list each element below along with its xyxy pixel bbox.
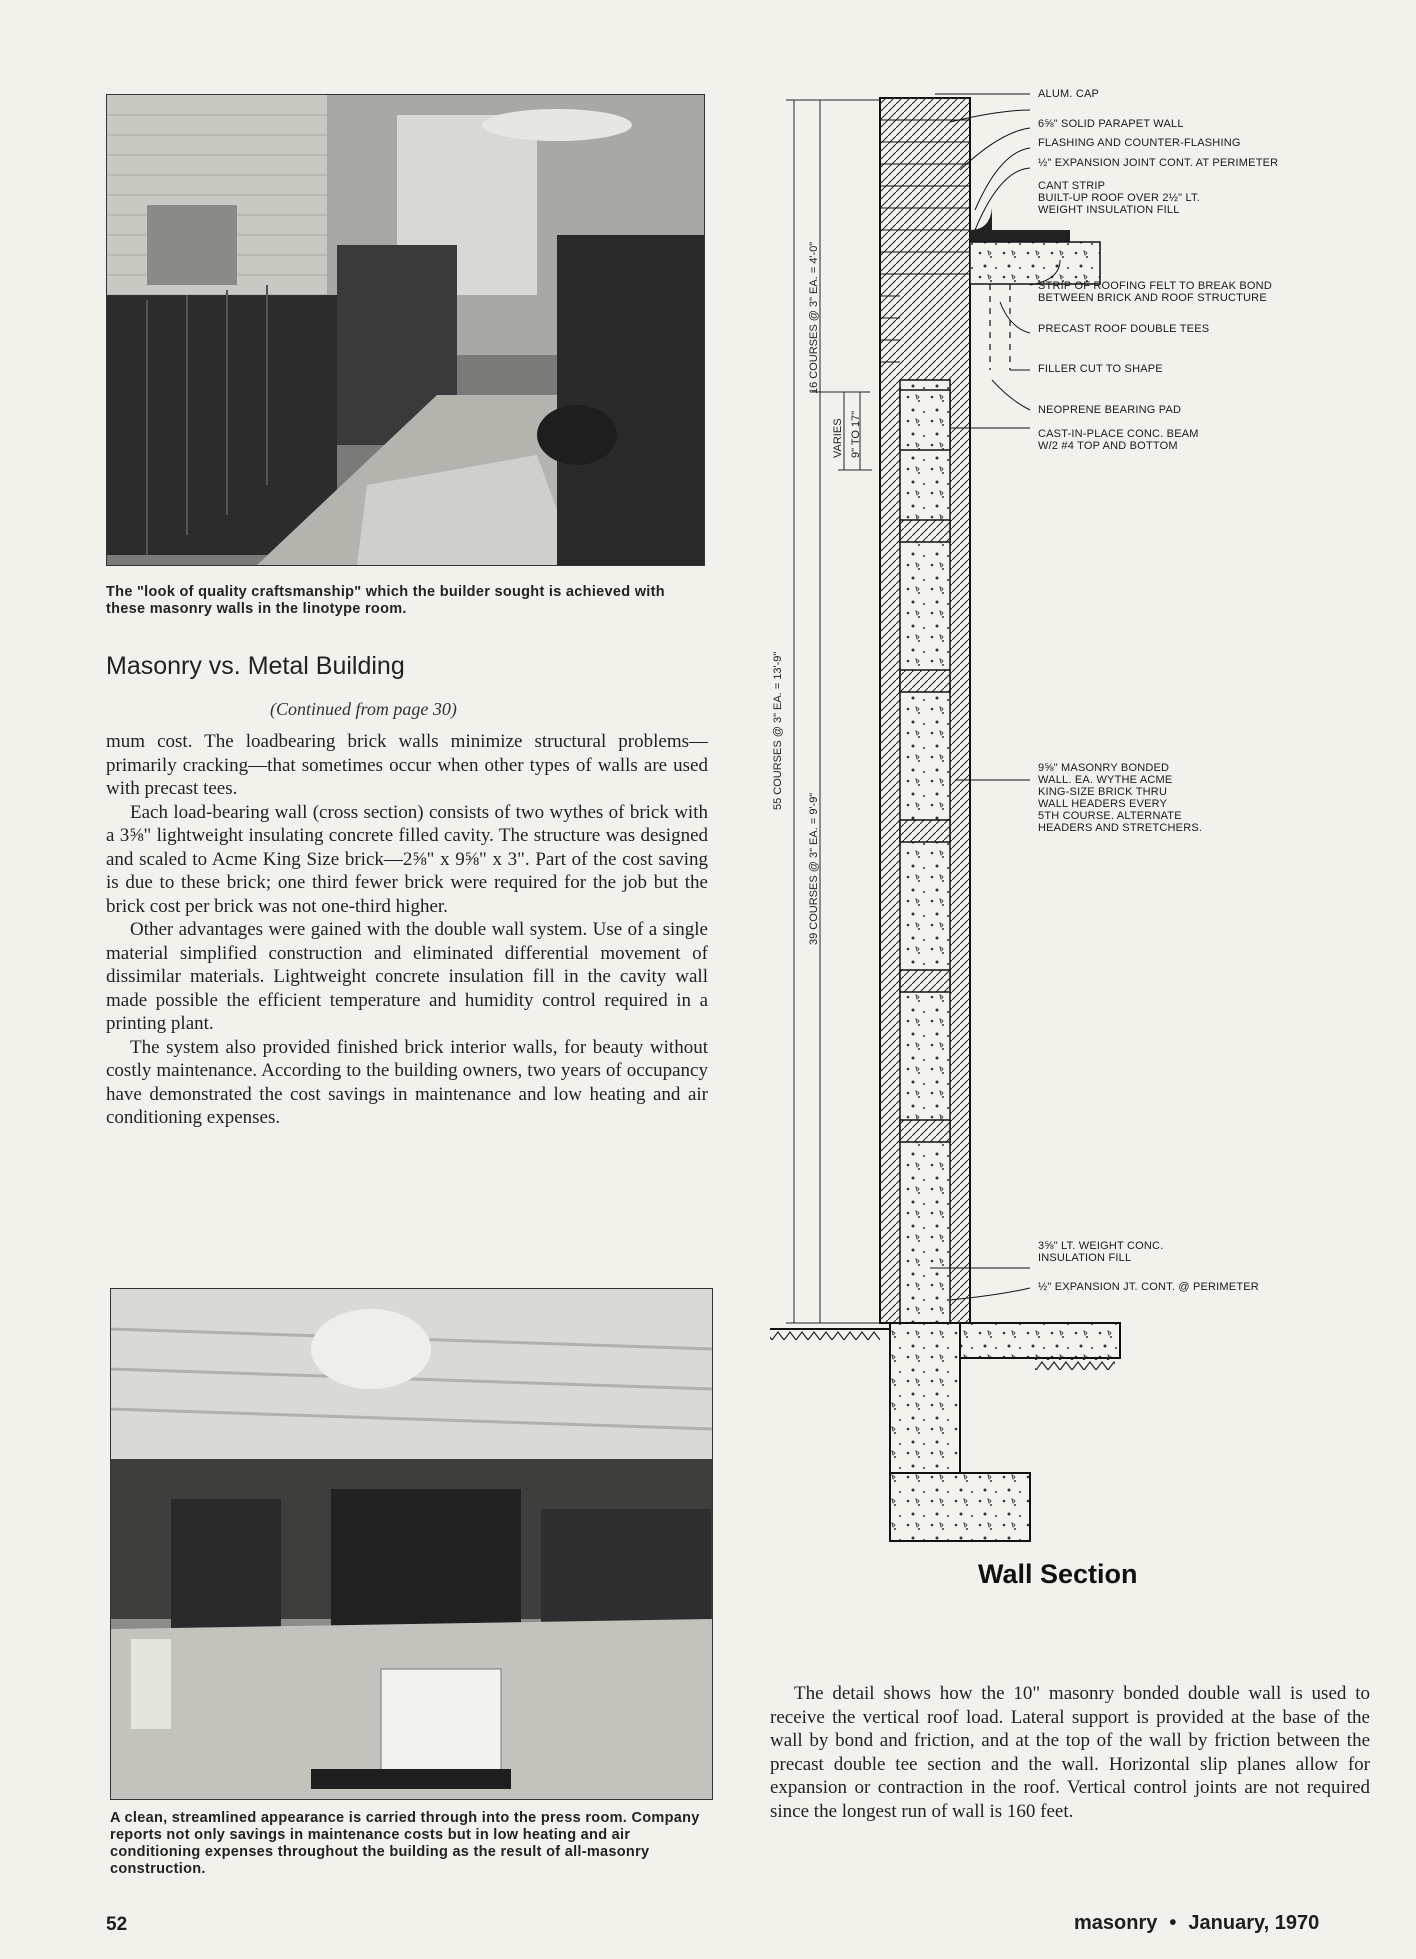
photo1-caption: The "look of quality craftsmanship" which the builder sought is achieved with these masonry walls in the linotype room.	[106, 584, 665, 617]
article-headline: Masonry vs. Metal Building	[106, 652, 405, 680]
dimension-varies: VARIES	[832, 418, 844, 458]
dimension-39-courses: 39 COURSES @ 3" EA. = 9'-9"	[808, 792, 820, 945]
label-insulation: 3⅝" LT. WEIGHT CONC. INSULATION FILL	[1038, 1240, 1164, 1264]
dimension-55-courses: 55 COURSES @ 3" EA. = 13'-9"	[772, 651, 784, 810]
magazine-name: masonry	[1074, 1912, 1158, 1934]
label-roofing-felt: STRIP OF ROOFING FELT TO BREAK BOND BETWEEN BRICK AND ROOF STRUCTURE	[1038, 280, 1272, 304]
article-paragraph: The system also provided finished brick interior walls, for beauty without costly maintenance. According to the building owners, two years of occupancy have demonstrated the cost savings in maintenance and low heating and air conditioning expenses.	[106, 1036, 708, 1128]
label-concrete-beam: CAST-IN-PLACE CONC. BEAM W/2 #4 TOP AND BOTTOM	[1038, 428, 1199, 452]
press-room-photo	[110, 1288, 713, 1800]
label-cant-strip: CANT STRIP BUILT-UP ROOF OVER 2½" LT. WEIGHT INSULATION FILL	[1038, 180, 1200, 216]
wall-section-paragraph: The detail shows how the 10" masonry bonded double wall is used to receive the vertical roof load. Lateral support is provided at the base of the wall by bond and friction, and at the top of the wall by friction between the precast double tee section and the wall. Horizontal slip planes allow for expansion or contraction in the roof. Vertical control joints are not required since the longest run of wall is 160 feet.	[770, 1683, 1370, 1822]
label-expansion-top: ½" EXPANSION JOINT CONT. AT PERIMETER	[1038, 157, 1279, 169]
dimension-range: 9" TO 17"	[850, 410, 862, 458]
dimension-16-courses: 16 COURSES @ 3" EA. = 4'-0"	[808, 241, 820, 394]
label-double-tees: PRECAST ROOF DOUBLE TEES	[1038, 323, 1210, 335]
bullet: •	[1169, 1912, 1177, 1934]
label-expansion-bottom: ½" EXPANSION JT. CONT. @ PERIMETER	[1038, 1281, 1259, 1293]
label-filler: FILLER CUT TO SHAPE	[1038, 363, 1163, 375]
article-paragraph: Each load-bearing wall (cross section) consists of two wythes of brick with a 3⅝" lightweight insulating concrete filled cavity. The structure was designed and scaled to Acme King Size brick—2⅝" x 9⅝" x 3". Part of the cost saving is due to these brick; one third fewer brick were required for the job but the brick cost per brick was not one-third higher.	[106, 801, 708, 917]
running-footer	[1074, 1912, 1319, 1935]
photo2-caption: A clean, streamlined appearance is carried through into the press room. Company reports not only savings in maintenance costs but in low heating and air conditioning expenses throughout the building as the result of all-masonry construction.	[110, 1810, 700, 1877]
label-flashing: FLASHING AND COUNTER-FLASHING	[1038, 137, 1241, 149]
page-number: 52	[106, 1914, 128, 1935]
article-body	[106, 730, 708, 1130]
label-alum-cap: ALUM. CAP	[1038, 88, 1100, 100]
wall-section-title: Wall Section	[978, 1559, 1138, 1589]
article-paragraph: Other advantages were gained with the double wall system. Use of a single material simplified construction and eliminated differential movement of dissimilar materials. Lightweight concrete insulation fill in the cavity wall made possible the efficient temperature and humidity control required in a printing plant.	[106, 919, 708, 1034]
article-paragraph: mum cost. The loadbearing brick walls minimize structural problems—primarily cracking—that sometimes occur when other types of walls are used with precast tees.	[106, 731, 708, 799]
linotype-room-photo	[106, 94, 705, 566]
label-parapet: 6⅝" SOLID PARAPET WALL	[1038, 118, 1184, 130]
label-neoprene: NEOPRENE BEARING PAD	[1038, 404, 1182, 416]
label-masonry-wall: 9⅝" MASONRY BONDED WALL. EA. WYTHE ACME KING-SIZE BRICK THRU WALL HEADERS EVERY 5TH COURSE. ALTERNATE HEADERS AND STRETCHERS.	[1038, 762, 1203, 834]
issue-date: January, 1970	[1188, 1912, 1320, 1934]
continued-from-note: (Continued from page 30)	[270, 699, 457, 719]
